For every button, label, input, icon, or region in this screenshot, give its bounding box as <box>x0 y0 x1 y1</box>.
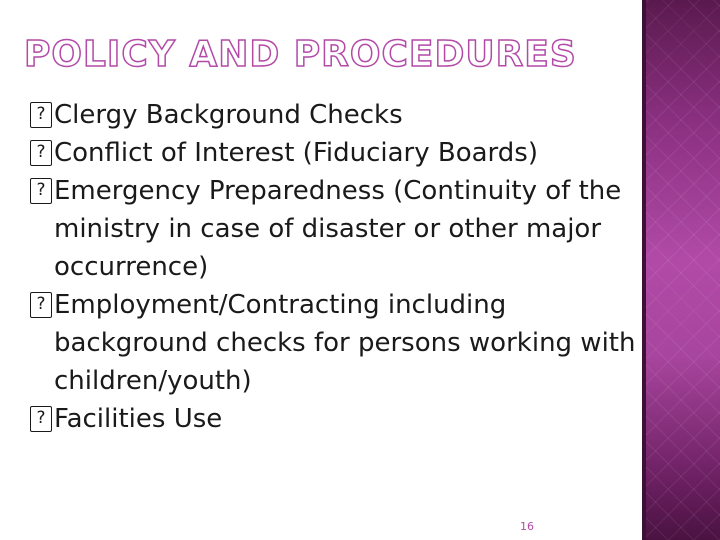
missing-glyph-bullet-icon: ? <box>30 102 52 128</box>
side-band-edge <box>642 0 646 540</box>
bullet-item <box>30 134 638 172</box>
bullet-text: Facilities Use <box>54 404 223 434</box>
missing-glyph-bullet-icon: ? <box>30 406 52 432</box>
bullet-item <box>30 172 638 286</box>
missing-glyph-bullet-icon: ? <box>30 178 52 204</box>
bullet-text: Clergy Background Checks <box>54 100 403 130</box>
bullet-text: Emergency Preparedness (Continuity of the ministry in case of disaster or other major occurrence) <box>54 176 622 282</box>
slide-title: POLICY AND PROCEDURES <box>24 34 577 75</box>
side-band-pattern <box>642 0 720 540</box>
bullet-text: Employment/Contracting including background checks for persons working with children/youth) <box>54 290 636 396</box>
bullet-list <box>30 96 638 438</box>
page-number: 16 <box>520 520 534 533</box>
decorative-side-band <box>642 0 720 540</box>
missing-glyph-bullet-icon: ? <box>30 292 52 318</box>
bullet-item <box>30 400 638 438</box>
missing-glyph-bullet-icon: ? <box>30 140 52 166</box>
bullet-item <box>30 96 638 134</box>
bullet-text: Conflict of Interest (Fiduciary Boards) <box>54 138 538 168</box>
bullet-item <box>30 286 638 400</box>
